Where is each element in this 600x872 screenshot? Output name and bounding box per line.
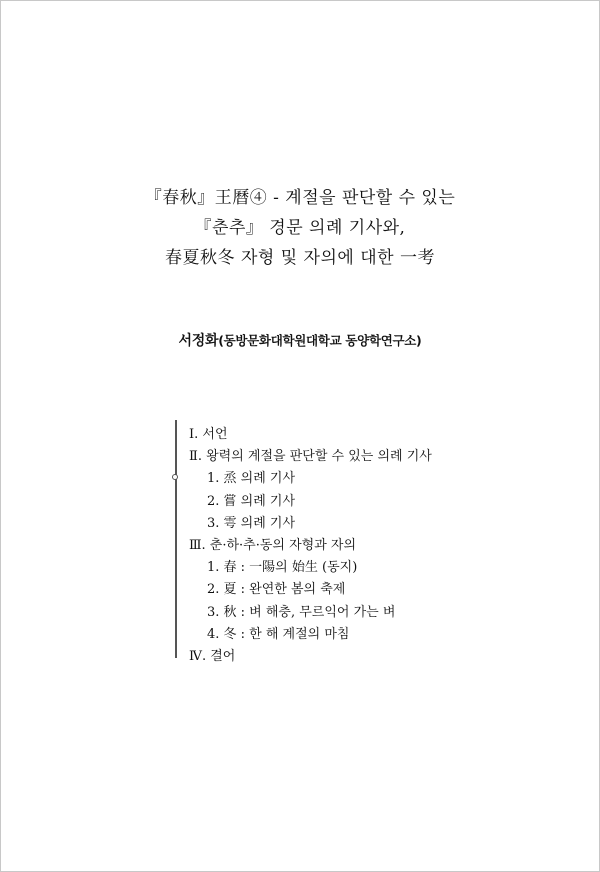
toc-subsection-3-4: 4. 冬 : 한 해 계절의 마침 <box>207 626 350 642</box>
toc-vertical-rule <box>175 420 177 658</box>
toc-section-2: Ⅱ. 왕력의 계절을 판단할 수 있는 의례 기사 <box>189 449 432 465</box>
author-affiliation: (동방문화대학원대학교 동양학연구소) <box>218 333 422 348</box>
toc-subsection-3-3: 3. 秋 : 벼 해충, 무르익어 가는 벼 <box>207 604 396 620</box>
toc-section-3: Ⅲ. 춘·하·추·동의 자형과 자의 <box>189 537 357 553</box>
toc-section-1: Ⅰ. 서언 <box>189 427 228 442</box>
toc-subsection-2-1: 1. 烝 의례 기사 <box>207 471 296 487</box>
author-name: 서정화 <box>178 333 219 349</box>
toc-list <box>189 424 432 668</box>
title-line-3: 春夏秋冬 자형 및 자의에 대한 一考 <box>165 248 435 268</box>
paper-title <box>0 183 600 273</box>
toc-subsection-3-2: 2. 夏 : 완연한 봄의 축제 <box>207 582 346 598</box>
author-line <box>0 330 600 350</box>
title-line-2: 『춘추』 경문 의례 기사와, <box>194 218 406 238</box>
toc-rule-marker <box>172 474 178 480</box>
title-line-1: 『春秋』王曆④ - 계절을 판단할 수 있는 <box>144 188 456 208</box>
toc-subsection-2-2: 2. 嘗 의례 기사 <box>207 493 296 509</box>
toc-section-4: Ⅳ. 결어 <box>189 648 236 664</box>
toc-subsection-3-1: 1. 春 : 一陽의 始生 (동지) <box>207 560 358 576</box>
toc-subsection-2-3: 3. 雩 의례 기사 <box>207 515 296 531</box>
